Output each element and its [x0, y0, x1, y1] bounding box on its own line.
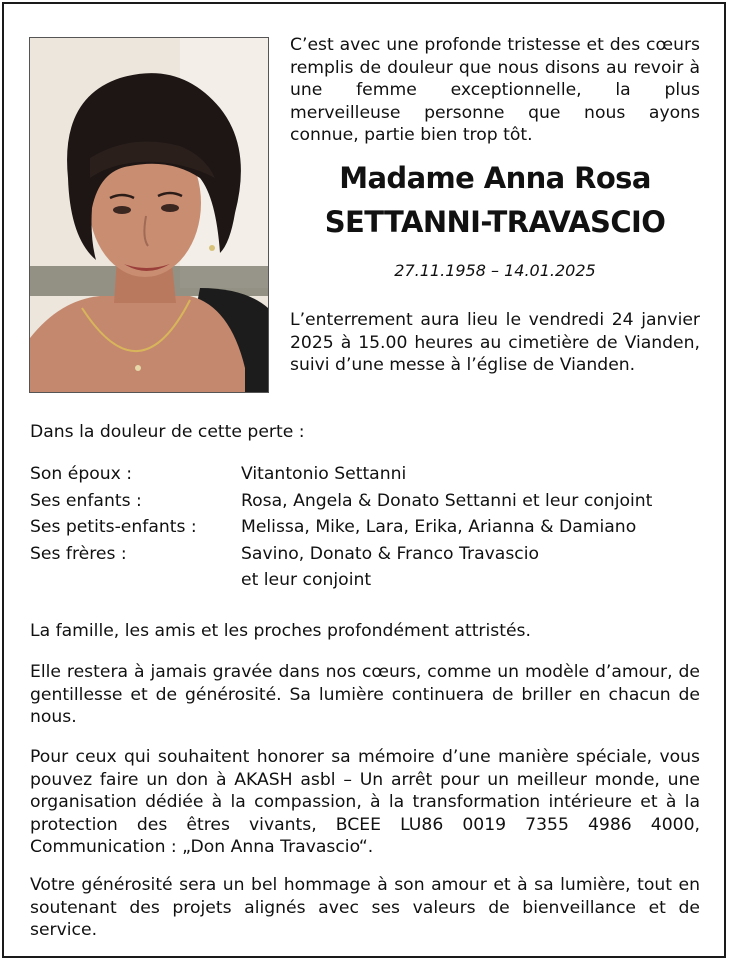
family-list	[30, 461, 720, 594]
family-label-empty	[30, 567, 241, 594]
family-label: Ses frères :	[30, 543, 127, 564]
deceased-name	[290, 156, 700, 244]
closing-text: Votre générosité sera un bel hommage à son amour et à sa lumière, tout en soutenant des projets alignés avec ses valeurs de bienveillance et de service.	[30, 875, 700, 940]
tribute-text: Elle restera à jamais gravée dans nos cœurs, comme un modèle d’amour, de gentillesse et de générosité. Sa lumière continuera de briller en chacun de nous.	[30, 662, 700, 727]
life-dates: 27.11.1958 – 14.01.2025	[394, 261, 596, 280]
burial-details: L’enterrement aura lieu le vendredi 24 janvier 2025 à 15.00 heures au cimetière de Vianden, suivi d’une messe à l’église de Vianden.	[290, 310, 700, 375]
family-value: et leur conjoint	[241, 570, 372, 590]
donation-text: Pour ceux qui souhaitent honorer sa mémoire d’une manière spéciale, vous pouvez faire un don à AKASH asbl – Un arrêt pour un meilleur monde, une organisation dédiée à la compassion, à la transformation intérieure et à la protection des êtres vivants, BCEE LU86 0019 7355 4986 4000, Communication : „Don Anna Travascio“.	[30, 747, 700, 857]
family-row-brothers-continued	[30, 567, 720, 594]
family-row-children	[30, 488, 720, 515]
family-row-brothers	[30, 541, 720, 568]
sorrow-heading: Dans la douleur de cette perte :	[30, 422, 305, 442]
deceased-name-line2: SETTANNI-TRAVASCIO	[324, 205, 666, 239]
family-grief-text: La famille, les amis et les proches profondément attristés.	[30, 621, 531, 641]
family-value: Rosa, Angela & Donato Settanni et leur conjoint	[241, 490, 653, 511]
family-label: Son époux :	[30, 464, 133, 484]
deceased-name-line1: Madame Anna Rosa	[339, 161, 651, 195]
family-value: Vitantonio Settanni	[241, 464, 407, 484]
family-value: Melissa, Mike, Lara, Erika, Arianna & Damiano	[241, 517, 637, 537]
family-row-grandchildren	[30, 514, 720, 541]
family-label: Ses enfants :	[30, 490, 142, 511]
portrait-photo	[29, 37, 269, 393]
family-row-spouse	[30, 461, 720, 488]
portrait-illustration	[30, 38, 268, 392]
intro-text: C’est avec une profonde tristesse et des cœurs remplis de douleur que nous disons au revoir à une femme exceptionnelle, la plus merveilleuse personne que nous ayons connue, partie bien trop tôt.	[290, 35, 700, 145]
family-value: Savino, Donato & Franco Travascio	[241, 543, 540, 564]
family-label: Ses petits-enfants :	[30, 517, 197, 537]
